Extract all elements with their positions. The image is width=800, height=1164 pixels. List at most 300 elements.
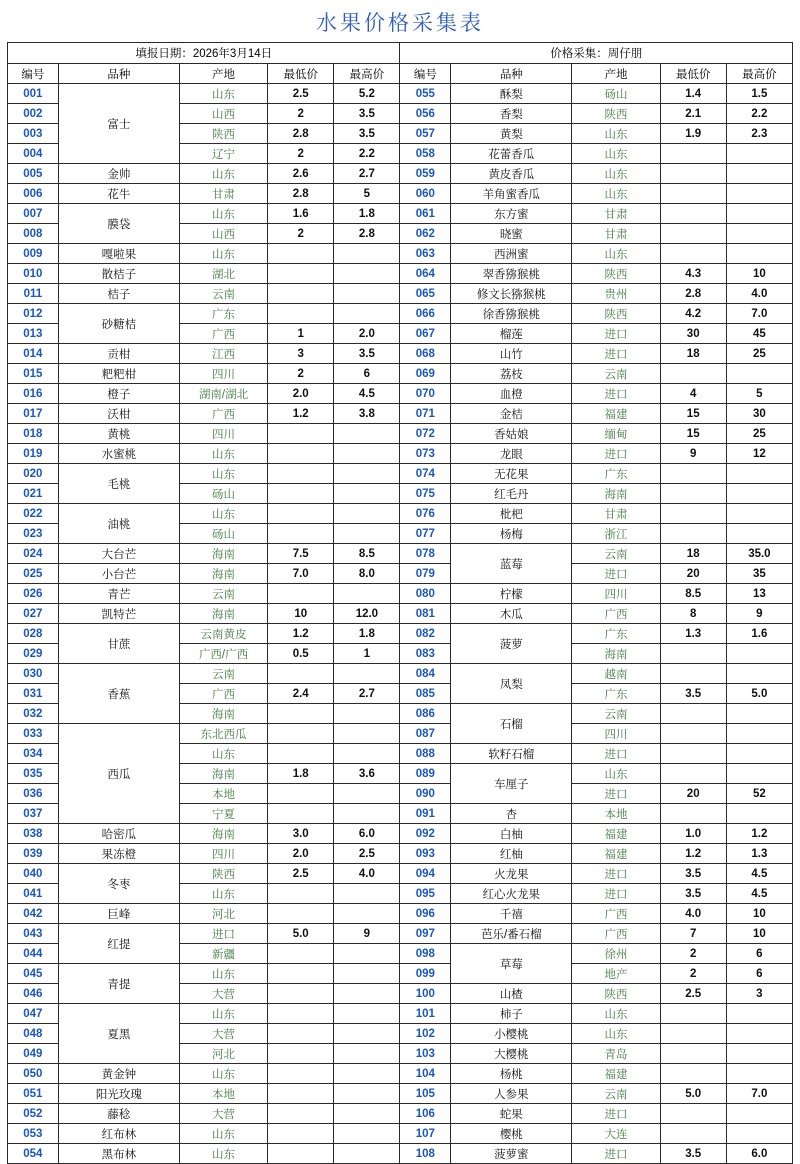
variety-name: 香梨: [451, 104, 572, 124]
price-low: 1: [268, 324, 334, 344]
price-high: [726, 244, 792, 264]
origin-name: 广西/广西: [179, 644, 267, 664]
variety-name: 芭乐/番石榴: [451, 924, 572, 944]
origin-name: 山东: [179, 504, 267, 524]
price-high: [726, 1004, 792, 1024]
variety-name: 红提: [58, 924, 179, 964]
price-low: [268, 464, 334, 484]
price-low: 2.8: [268, 184, 334, 204]
price-high: 4.0: [726, 284, 792, 304]
price-low: [268, 484, 334, 504]
variety-name: 人参果: [451, 1084, 572, 1104]
row-id: 091: [400, 804, 451, 824]
price-low: 4: [660, 384, 726, 404]
table-row: [8, 864, 793, 884]
table-row: [8, 204, 793, 224]
variety-name: 修文长猕猴桃: [451, 284, 572, 304]
row-id: 015: [8, 364, 59, 384]
origin-name: 山东: [179, 1004, 267, 1024]
price-low: [268, 1064, 334, 1084]
table-row: [8, 1004, 793, 1024]
origin-name: 进口: [572, 384, 660, 404]
price-high: [726, 164, 792, 184]
price-low: [660, 224, 726, 244]
row-id: 040: [8, 864, 59, 884]
variety-name: 晓蜜: [451, 224, 572, 244]
table-body: [8, 43, 793, 1164]
price-high: 1.6: [726, 624, 792, 644]
variety-name: 哈密瓜: [58, 824, 179, 844]
row-id: 063: [400, 244, 451, 264]
origin-name: 山东: [572, 184, 660, 204]
price-high: 30: [726, 404, 792, 424]
price-low: [268, 304, 334, 324]
price-low: 2: [268, 364, 334, 384]
row-id: 062: [400, 224, 451, 244]
price-low: [268, 1144, 334, 1164]
origin-name: 福建: [572, 404, 660, 424]
row-id: 057: [400, 124, 451, 144]
table-row: [8, 344, 793, 364]
variety-name: 菠萝: [451, 624, 572, 664]
variety-name: 山竹: [451, 344, 572, 364]
variety-name: 橙子: [58, 384, 179, 404]
price-high: 9: [726, 604, 792, 624]
row-id: 093: [400, 844, 451, 864]
price-high: [726, 504, 792, 524]
origin-name: 缅甸: [572, 424, 660, 444]
price-high: 5.0: [726, 684, 792, 704]
origin-name: 青岛: [572, 1044, 660, 1064]
row-id: 060: [400, 184, 451, 204]
variety-name: 甘蔗: [58, 624, 179, 664]
price-low: [268, 1024, 334, 1044]
table-row: [8, 444, 793, 464]
row-id: 008: [8, 224, 59, 244]
row-id: 099: [400, 964, 451, 984]
origin-name: 海南: [179, 544, 267, 564]
row-id: 031: [8, 684, 59, 704]
origin-name: 四川: [572, 584, 660, 604]
price-high: 2.2: [726, 104, 792, 124]
table-row: [8, 284, 793, 304]
variety-name: 黄金钟: [58, 1064, 179, 1084]
price-low: 2.5: [268, 864, 334, 884]
price-high: 5: [726, 384, 792, 404]
row-id: 017: [8, 404, 59, 424]
price-high: 2.3: [726, 124, 792, 144]
price-low: [268, 444, 334, 464]
origin-name: 砀山: [179, 484, 267, 504]
variety-name: 香蕉: [58, 664, 179, 724]
price-high: 6.0: [334, 824, 400, 844]
origin-name: 山东: [179, 1064, 267, 1084]
price-high: [334, 1084, 400, 1104]
variety-name: 东方蜜: [451, 204, 572, 224]
price-low: [660, 1064, 726, 1084]
origin-name: 大连: [572, 1124, 660, 1144]
price-low: 10: [268, 604, 334, 624]
price-low: [268, 884, 334, 904]
row-id: 051: [8, 1084, 59, 1104]
origin-name: 山东: [572, 244, 660, 264]
price-high: [334, 884, 400, 904]
price-low: 2.5: [268, 84, 334, 104]
row-id: 029: [8, 644, 59, 664]
price-high: [726, 1024, 792, 1044]
origin-name: 广西: [572, 604, 660, 624]
price-low: [268, 1044, 334, 1064]
price-high: [334, 284, 400, 304]
price-low: 9: [660, 444, 726, 464]
origin-name: 山东: [572, 1004, 660, 1024]
price-low: [660, 524, 726, 544]
row-id: 048: [8, 1024, 59, 1044]
price-low: 4.3: [660, 264, 726, 284]
origin-name: 进口: [572, 1104, 660, 1124]
origin-name: 广东: [179, 304, 267, 324]
price-high: 2.8: [334, 224, 400, 244]
price-high: 8.0: [334, 564, 400, 584]
origin-name: 徐州: [572, 944, 660, 964]
price-low: [660, 804, 726, 824]
price-high: 4.5: [726, 864, 792, 884]
price-low: [660, 744, 726, 764]
origin-name: 地产: [572, 964, 660, 984]
price-high: 3.5: [334, 344, 400, 364]
price-low: 18: [660, 544, 726, 564]
table-row: [8, 564, 793, 584]
price-high: [334, 984, 400, 1004]
origin-name: 山东: [572, 144, 660, 164]
price-high: [334, 484, 400, 504]
origin-name: 四川: [572, 724, 660, 744]
variety-name: 红心火龙果: [451, 884, 572, 904]
price-low: 2: [268, 144, 334, 164]
origin-name: 广西: [179, 684, 267, 704]
origin-name: 云南: [179, 664, 267, 684]
price-high: 8.5: [334, 544, 400, 564]
table-row: [8, 924, 793, 944]
origin-name: 河北: [179, 1044, 267, 1064]
variety-name: 花牛: [58, 184, 179, 204]
variety-name: 血橙: [451, 384, 572, 404]
price-high: [726, 204, 792, 224]
row-id: 049: [8, 1044, 59, 1064]
row-id: 039: [8, 844, 59, 864]
origin-name: 广东: [572, 464, 660, 484]
price-low: 3.5: [660, 864, 726, 884]
row-id: 002: [8, 104, 59, 124]
origin-name: 东北西瓜: [179, 724, 267, 744]
price-high: [726, 1104, 792, 1124]
variety-name: 嘎啦果: [58, 244, 179, 264]
origin-name: 浙江: [572, 524, 660, 544]
origin-name: 辽宁: [179, 144, 267, 164]
price-high: [726, 144, 792, 164]
price-low: 3.0: [268, 824, 334, 844]
variety-name: 龙眼: [451, 444, 572, 464]
price-low: [268, 984, 334, 1004]
row-id: 092: [400, 824, 451, 844]
price-low: 5.0: [660, 1084, 726, 1104]
price-high: 2.2: [334, 144, 400, 164]
origin-name: 云南黄皮: [179, 624, 267, 644]
row-id: 034: [8, 744, 59, 764]
price-high: [334, 904, 400, 924]
row-id: 016: [8, 384, 59, 404]
row-id: 011: [8, 284, 59, 304]
row-id: 033: [8, 724, 59, 744]
price-high: 5: [334, 184, 400, 204]
table-row: [8, 584, 793, 604]
origin-name: 进口: [572, 444, 660, 464]
price-high: 6.0: [726, 1144, 792, 1164]
price-high: 3.6: [334, 764, 400, 784]
variety-name: 柿子: [451, 1004, 572, 1024]
row-id: 088: [400, 744, 451, 764]
price-high: 6: [334, 364, 400, 384]
row-id: 076: [400, 504, 451, 524]
price-high: 4.0: [334, 864, 400, 884]
row-id: 081: [400, 604, 451, 624]
table-row: [8, 1104, 793, 1124]
row-id: 036: [8, 784, 59, 804]
price-low: 20: [660, 564, 726, 584]
origin-name: 四川: [179, 844, 267, 864]
origin-name: 大营: [179, 1024, 267, 1044]
origin-name: 云南: [572, 1084, 660, 1104]
row-id: 104: [400, 1064, 451, 1084]
price-low: [660, 244, 726, 264]
price-high: 2.7: [334, 684, 400, 704]
origin-name: 山东: [179, 1144, 267, 1164]
variety-name: 冬枣: [58, 864, 179, 904]
variety-name: 榴莲: [451, 324, 572, 344]
origin-name: 海南: [179, 604, 267, 624]
price-low: 2.1: [660, 104, 726, 124]
origin-name: 陕西: [572, 304, 660, 324]
price-high: [726, 1064, 792, 1084]
price-high: 1.8: [334, 624, 400, 644]
row-id: 083: [400, 644, 451, 664]
origin-name: 广西: [572, 924, 660, 944]
row-id: 101: [400, 1004, 451, 1024]
row-id: 054: [8, 1144, 59, 1164]
row-id: 095: [400, 884, 451, 904]
price-high: [334, 1124, 400, 1144]
variety-name: 黑布林: [58, 1144, 179, 1164]
row-id: 006: [8, 184, 59, 204]
variety-name: 杨桃: [451, 1064, 572, 1084]
row-id: 079: [400, 564, 451, 584]
table-row: [8, 1084, 793, 1104]
price-high: [334, 304, 400, 324]
price-low: 30: [660, 324, 726, 344]
row-id: 012: [8, 304, 59, 324]
price-high: 6: [726, 964, 792, 984]
row-id: 071: [400, 404, 451, 424]
origin-name: 广西: [179, 404, 267, 424]
variety-name: 凯特芒: [58, 604, 179, 624]
price-high: [334, 964, 400, 984]
price-low: [268, 1084, 334, 1104]
variety-name: 菠萝蜜: [451, 1144, 572, 1164]
price-low: [268, 724, 334, 744]
price-high: 2.7: [334, 164, 400, 184]
row-id: 072: [400, 424, 451, 444]
price-high: 1.8: [334, 204, 400, 224]
price-high: [334, 1104, 400, 1124]
price-high: 35: [726, 564, 792, 584]
variety-name: 沃柑: [58, 404, 179, 424]
variety-name: 水蜜桃: [58, 444, 179, 464]
price-high: 1.3: [726, 844, 792, 864]
price-low: [268, 524, 334, 544]
price-low: 2.8: [268, 124, 334, 144]
variety-name: 柠檬: [451, 584, 572, 604]
origin-name: 江西: [179, 344, 267, 364]
price-high: 2.5: [334, 844, 400, 864]
price-low: [660, 364, 726, 384]
price-low: [660, 644, 726, 664]
row-id: 004: [8, 144, 59, 164]
price-low: [660, 704, 726, 724]
price-high: 2.0: [334, 324, 400, 344]
origin-name: 广西: [179, 324, 267, 344]
table-row: [8, 824, 793, 844]
row-id: 026: [8, 584, 59, 604]
column-header-low: 最低价: [268, 64, 334, 84]
row-id: 106: [400, 1104, 451, 1124]
price-low: 1.9: [660, 124, 726, 144]
row-id: 047: [8, 1004, 59, 1024]
row-id: 073: [400, 444, 451, 464]
variety-name: 香姑娘: [451, 424, 572, 444]
price-high: [726, 744, 792, 764]
collector-name: 价格采集：周仔朋: [400, 43, 793, 64]
row-id: 058: [400, 144, 451, 164]
row-id: 044: [8, 944, 59, 964]
row-id: 043: [8, 924, 59, 944]
row-id: 085: [400, 684, 451, 704]
price-low: 2.5: [660, 984, 726, 1004]
variety-name: 火龙果: [451, 864, 572, 884]
variety-name: 酥梨: [451, 84, 572, 104]
origin-name: 甘肃: [572, 504, 660, 524]
origin-name: 进口: [179, 924, 267, 944]
row-id: 021: [8, 484, 59, 504]
table-row: [8, 1124, 793, 1144]
origin-name: 甘肃: [179, 184, 267, 204]
variety-name: 小樱桃: [451, 1024, 572, 1044]
price-low: [268, 1104, 334, 1124]
report-date: 填报日期：2026年3月14日: [8, 43, 400, 64]
row-id: 032: [8, 704, 59, 724]
table-row: [8, 724, 793, 744]
row-id: 024: [8, 544, 59, 564]
price-low: 2.6: [268, 164, 334, 184]
price-high: [726, 664, 792, 684]
origin-name: 本地: [179, 1084, 267, 1104]
table-row: [8, 404, 793, 424]
row-id: 077: [400, 524, 451, 544]
price-low: 2.8: [660, 284, 726, 304]
variety-name: 砂糖桔: [58, 304, 179, 344]
row-id: 069: [400, 364, 451, 384]
variety-name: 荔枝: [451, 364, 572, 384]
price-low: 3: [268, 344, 334, 364]
header-row: [8, 64, 793, 84]
table-row: [8, 624, 793, 644]
row-id: 050: [8, 1064, 59, 1084]
origin-name: 砀山: [572, 84, 660, 104]
variety-name: 徐香猕猴桃: [451, 304, 572, 324]
origin-name: 山东: [179, 204, 267, 224]
price-high: [334, 244, 400, 264]
row-id: 055: [400, 84, 451, 104]
variety-name: 软籽石榴: [451, 744, 572, 764]
price-low: 1.2: [268, 404, 334, 424]
price-high: [726, 484, 792, 504]
origin-name: 河北: [179, 904, 267, 924]
price-high: [334, 944, 400, 964]
row-id: 019: [8, 444, 59, 464]
origin-name: 山东: [179, 244, 267, 264]
variety-name: 无花果: [451, 464, 572, 484]
variety-name: 黄桃: [58, 424, 179, 444]
price-low: [268, 244, 334, 264]
row-id: 067: [400, 324, 451, 344]
origin-name: 大营: [179, 984, 267, 1004]
origin-name: 进口: [572, 564, 660, 584]
price-low: 15: [660, 424, 726, 444]
origin-name: 山西: [179, 224, 267, 244]
origin-name: 山东: [179, 884, 267, 904]
variety-name: 阳光玫瑰: [58, 1084, 179, 1104]
price-table: [7, 42, 793, 1164]
price-low: [660, 204, 726, 224]
origin-name: 本地: [179, 784, 267, 804]
origin-name: 湖北: [179, 264, 267, 284]
row-id: 087: [400, 724, 451, 744]
price-low: 7.5: [268, 544, 334, 564]
origin-name: 山东: [179, 744, 267, 764]
price-high: [726, 764, 792, 784]
row-id: 097: [400, 924, 451, 944]
variety-name: 粑粑柑: [58, 364, 179, 384]
row-id: 037: [8, 804, 59, 824]
table-row: [8, 964, 793, 984]
variety-name: 羊角蜜香瓜: [451, 184, 572, 204]
price-high: [726, 704, 792, 724]
variety-name: 红毛丹: [451, 484, 572, 504]
price-collection-sheet: [7, 0, 793, 1164]
table-row: [8, 364, 793, 384]
table-row: [8, 464, 793, 484]
price-high: 3.5: [334, 104, 400, 124]
price-high: [726, 364, 792, 384]
origin-name: 福建: [572, 824, 660, 844]
price-high: 1.5: [726, 84, 792, 104]
origin-name: 湖南/湖北: [179, 384, 267, 404]
variety-name: 巨峰: [58, 904, 179, 924]
price-low: [660, 664, 726, 684]
table-row: [8, 504, 793, 524]
price-high: [334, 704, 400, 724]
origin-name: 海南: [179, 824, 267, 844]
variety-name: 凤梨: [451, 664, 572, 704]
